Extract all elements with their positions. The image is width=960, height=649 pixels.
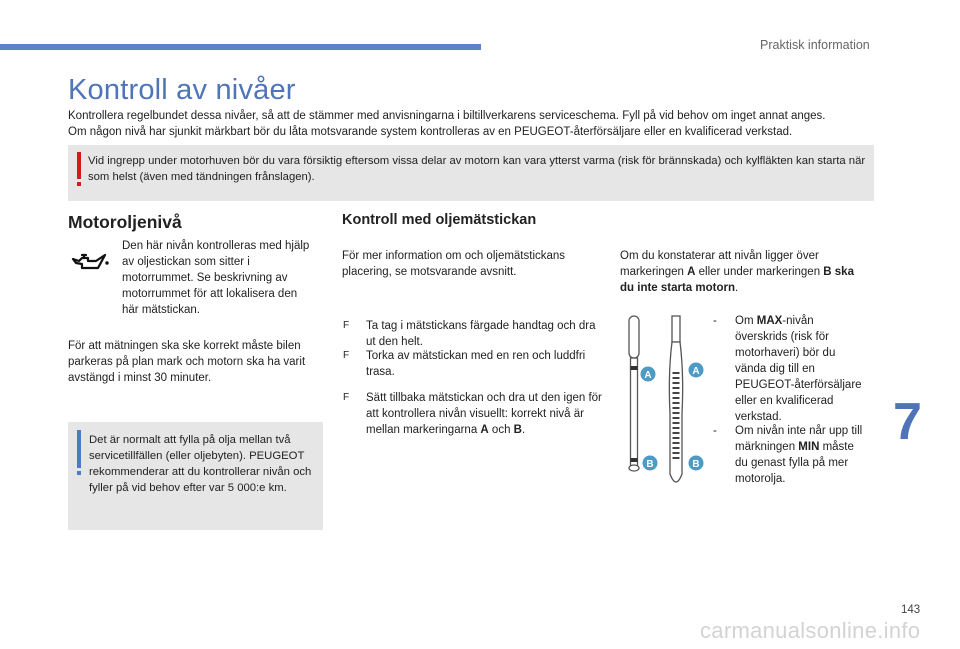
marker-b-left — [643, 456, 658, 471]
dipstick-right — [669, 316, 682, 482]
svg-text:B: B — [646, 459, 654, 470]
watermark: carmanualsonline.info — [700, 618, 921, 643]
marker-a-right — [689, 363, 704, 378]
page-title: Kontroll av nivåer — [68, 74, 296, 106]
measurement-conditions: För att mätningen ska ske korrekt måste bilen parkeras på plan mark och motorn ska ha varit avstängd i minst 30 minuter. — [68, 340, 306, 384]
step-1 — [342, 318, 604, 350]
engine-oil-heading: Motoroljenivå — [68, 212, 182, 232]
level-warning-text: Om du konstaterar att nivån ligger över markeringen A eller under markeringen B ska du inte starta motorn. — [620, 250, 854, 294]
dipstick-illustration — [614, 314, 710, 494]
marker-a-left — [641, 367, 656, 382]
intro-line-1: Kontrollera regelbundet dessa nivåer, så att de stämmer med anvisningarna i biltillverkarens serviceschema. Fyll på vid behov om inget annat anges. — [68, 110, 826, 122]
info-box — [68, 422, 323, 530]
bullet-icon: F — [343, 392, 350, 403]
step-2-text: Torka av mätstickan med en ren och luddfri trasa. — [366, 350, 586, 378]
oil-level-description: Den här nivån kontrolleras med hjälp av oljestickan som sitter i motorrummet. Se beskrivning av motorrummet för att lokalisera den här mätstickan. — [122, 240, 310, 316]
warning-icon — [77, 152, 81, 179]
warning-text: Vid ingrepp under motorhuven bör du vara försiktig eftersom vissa delar av motorn kan vara ytterst varma (risk för brännskada) och kylfläkten kan starta när som helst (även med tändningen frånslagen). — [88, 155, 866, 183]
info-icon-dot — [77, 471, 81, 475]
step-2 — [342, 348, 604, 380]
header-bar — [0, 44, 481, 50]
info-text: Det är normalt att fylla på olja mellan två servicetillfällen (eller oljebyten). PEUGEOT rekommenderar att du kontrollerar nivån och fyller på vid behov efter var 5 000:e km. — [89, 434, 312, 494]
intro-text — [68, 108, 868, 140]
bullet-icon: F — [343, 350, 350, 361]
section-title: Praktisk information — [760, 38, 870, 52]
svg-text:A: A — [644, 370, 652, 381]
step-3-text: Sätt tillbaka mätstickan och dra ut den igen för att kontrollera nivån visuellt: korrekt nivå är mellan markeringarna A och B. — [366, 392, 602, 436]
warning-icon-dot — [77, 182, 81, 186]
page-number: 143 — [901, 604, 921, 616]
dipstick-location-note: För mer information om och oljemätstickans placering, se motsvarande avsnitt. — [342, 250, 566, 278]
step-3 — [342, 390, 604, 438]
intro-line-2: Om någon nivå har sjunkit märkbart bör du låta motsvarande system kontrolleras av en PEUGEOT-återförsäljare eller en kvalificerad verkstad. — [68, 126, 793, 138]
warning-box — [68, 145, 874, 201]
svg-text:B: B — [692, 459, 700, 470]
bullet-icon: F — [343, 320, 350, 331]
dash-icon: - — [713, 425, 717, 437]
max-level-note: - Om MAX-nivån överskrids (risk för motorhaveri) bör du vända dig till en PEUGEOT-återförsäljare eller en kvalificerad verkstad. — [713, 315, 862, 423]
chapter-number: 7 — [893, 393, 922, 451]
step-1-text: Ta tag i mätstickans färgade handtag och dra ut den helt. — [366, 320, 596, 348]
marker-b-right — [689, 456, 704, 471]
dipstick-left — [629, 316, 639, 471]
oil-can-icon — [70, 250, 110, 276]
dash-icon: - — [713, 315, 717, 327]
dipstick-heading: Kontroll med oljemätstickan — [342, 212, 537, 228]
svg-text:A: A — [692, 366, 700, 377]
info-icon — [77, 430, 81, 468]
min-level-note: - Om nivån inte når upp till märkningen MIN måste du genast fylla på mer motorolja. — [713, 425, 863, 485]
